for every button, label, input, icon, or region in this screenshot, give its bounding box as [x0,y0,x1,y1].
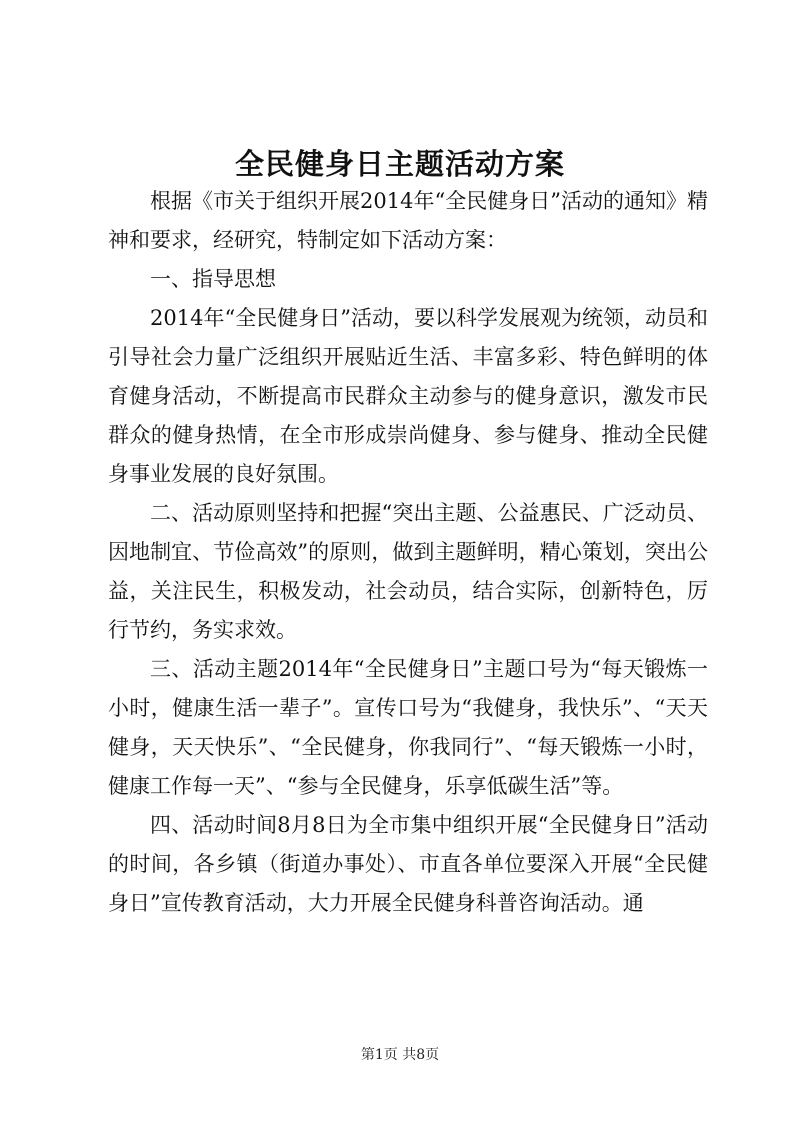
paragraph-activity-theme: 三、活动主题2014年“全民健身日”主题口号为“每天锻炼一小时，健康生活一辈子”。宣传口号为“我健身，我快乐”、“天天健身，天天快乐”、“全民健身，你我同行”、“每天锻炼一小时，健康工作每一天”、“参与全民健身，乐享低碳生活”等。 [108,657,708,798]
page-number-footer: 第1页 共8页 [360,1047,440,1063]
paragraph-activity-principles: 二、活动原则坚持和把握“突出主题、公益惠民、广泛动员、因地制宜、节俭高效”的原则，做到主题鲜明，精心策划，突出公益，关注民生，积极发动，社会动员，结合实际，创新特色，厉行节约，务实求效。 [108,501,708,642]
paragraph-guiding-ideology: 2014年“全民健身日”活动，要以科学发展观为统领，动员和引导社会力量广泛组织开展贴近生活、丰富多彩、特色鲜明的体育健身活动，不断提高市民群众主动参与的健身意识，激发市民群众的健身热情，在全市形成崇尚健身、参与健身、推动全民健身事业发展的良好氛围。 [108,306,708,486]
document-title: 全民健身日主题活动方案 [234,147,565,181]
document-body [108,182,708,923]
paragraph-section-1-heading: 一、指导思想 [150,267,276,291]
paragraph-activity-time: 四、活动时间8月8日为全市集中组织开展“全民健身日”活动的时间，各乡镇（街道办事处）、市直各单位要深入开展“全民健身日”宣传教育活动，大力开展全民健身科普咨询活动。通 [108,813,708,915]
paragraph-intro: 根据《市关于组织开展2014年“全民健身日”活动的通知》精神和要求，经研究，特制定如下活动方案： [108,189,708,252]
